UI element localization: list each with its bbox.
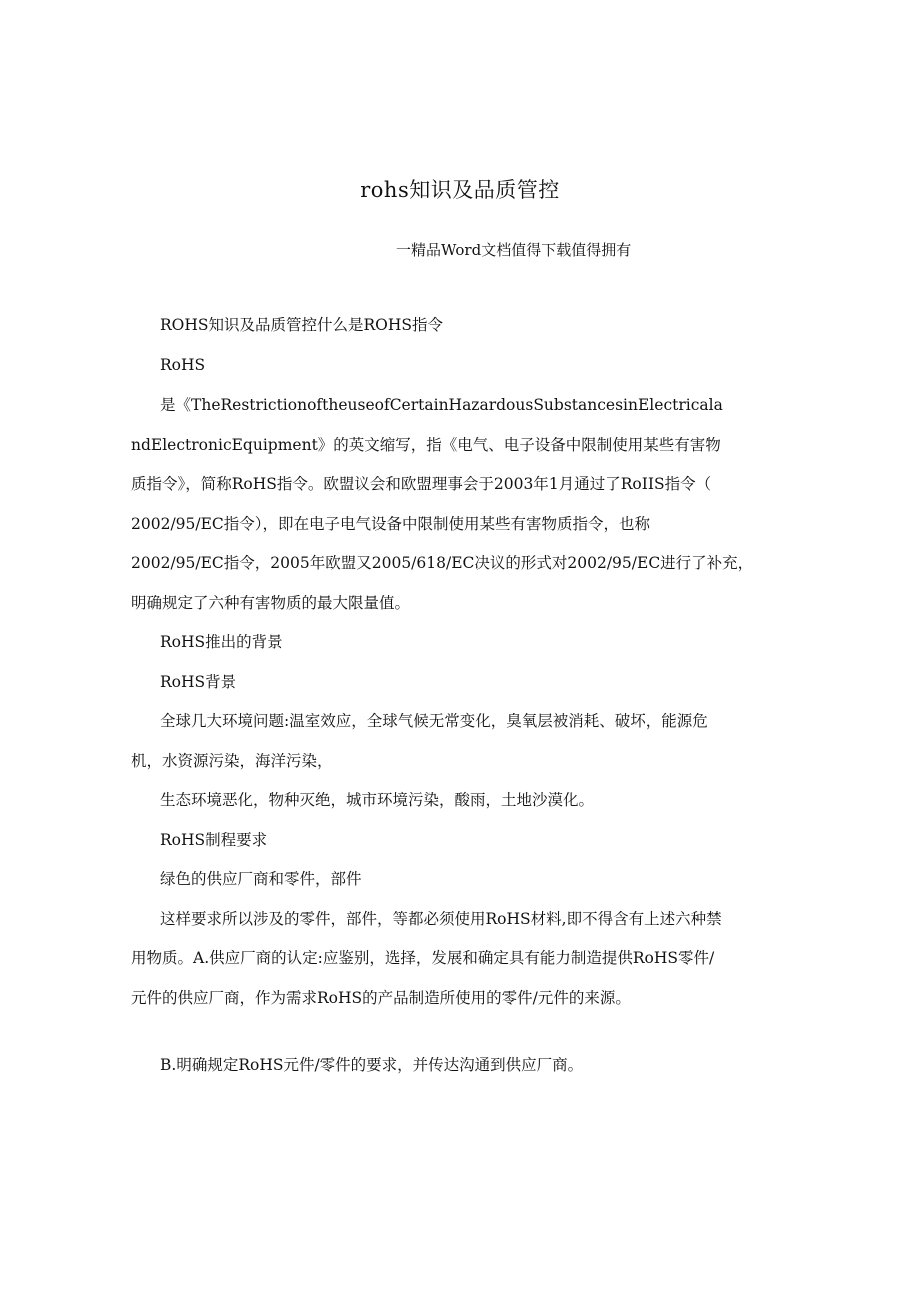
paragraph-line: 绿色的供应厂商和零件，部件 bbox=[160, 870, 362, 888]
paragraph-line: ndElectronicEquipment》的英文缩写，指《电气、电子设备中限制使用某些有害物 bbox=[131, 436, 721, 454]
paragraph-line: RoHS背景 bbox=[160, 673, 237, 691]
paragraph-line: B.明确规定RoHS元件/零件的要求，并传达沟通到供应厂商。 bbox=[160, 1056, 584, 1074]
document-subtitle: 一精品Word文档值得下载值得拥有 bbox=[396, 241, 632, 259]
paragraph-line: RoHS bbox=[160, 356, 206, 374]
paragraph-line: RoHS推出的背景 bbox=[160, 633, 283, 651]
paragraph-line: 2002/95/EC指令，2005年欧盟又2005/618/EC决议的形式对2002/95/EC进行了补充， bbox=[131, 554, 754, 572]
paragraph-line: 用物质。A.供应厂商的认定:应鉴别，选择，发展和确定具有能力制造提供RoHS零件/ bbox=[131, 949, 715, 967]
paragraph-line: 这样要求所以涉及的零件，部件，等都必须使用RoHS材料,即不得含有上述六种禁 bbox=[160, 910, 722, 928]
paragraph-line: 生态环境恶化，物种灭绝，城市环境污染，酸雨，土地沙漠化。 bbox=[160, 791, 595, 809]
paragraph-line: 是《TheRestrictionoftheuseofCertainHazardousSubstancesinElectricala bbox=[160, 396, 723, 414]
paragraph-line: 质指令》，简称RoHS指令。欧盟议会和欧盟理事会于2003年1月通过了RoIIS指令（ bbox=[131, 475, 712, 493]
paragraph-line: RoHS制程要求 bbox=[160, 831, 268, 849]
paragraph-line: 2002/95/EC指令），即在电子电气设备中限制使用某些有害物质指令，也称 bbox=[131, 515, 651, 533]
paragraph-line: ROHS知识及品质管控什么是ROHS指令 bbox=[160, 316, 444, 334]
paragraph-line: 机，水资源污染，海洋污染， bbox=[131, 752, 333, 770]
paragraph-line: 元件的供应厂商，作为需求RoHS的产品制造所使用的零件/元件的来源。 bbox=[131, 989, 631, 1007]
document-title: rohs知识及品质管控 bbox=[360, 178, 560, 202]
paragraph-line: 明确规定了六种有害物质的最大限量值。 bbox=[131, 594, 411, 612]
paragraph-line: 全球几大环境问题:温室效应，全球气候无常变化，臭氧层被消耗、破坏，能源危 bbox=[160, 712, 708, 730]
